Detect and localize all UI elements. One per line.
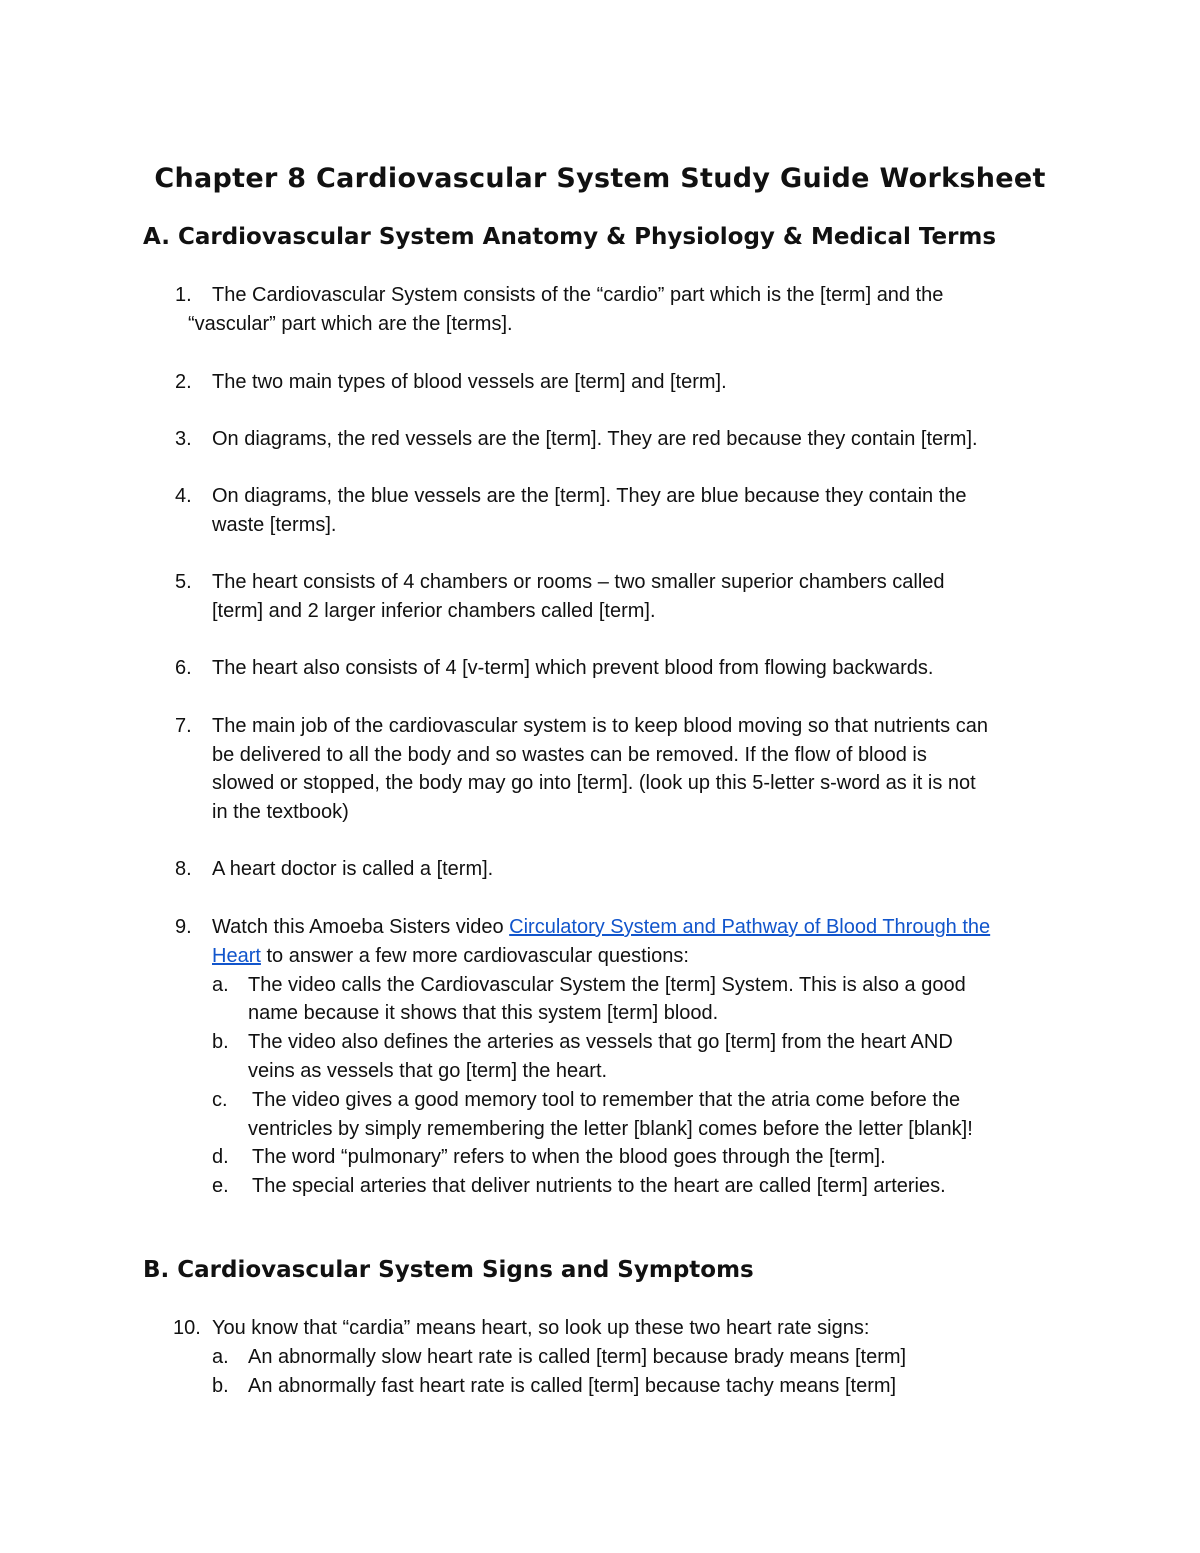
question-text: A heart doctor is called a [term]. (212, 858, 494, 880)
sub-question-letter: e. (212, 1175, 229, 1197)
sub-question-text: The video gives a good memory tool to remember that the atria come before the (252, 1089, 961, 1111)
question-text: [term] and 2 larger inferior chambers called [term]. (212, 600, 656, 622)
question-number: 10. (173, 1317, 201, 1339)
question-text: The heart consists of 4 chambers or rooms – two smaller superior chambers called (212, 571, 945, 593)
question-text: be delivered to all the body and so wastes can be removed. If the flow of blood is (212, 744, 927, 766)
page-title: Chapter 8 Cardiovascular System Study Guide Worksheet (154, 163, 1046, 194)
question-text: The heart also consists of 4 [v-term] which prevent blood from flowing backwards. (212, 657, 934, 679)
question-text (212, 916, 990, 939)
sub-question-text: An abnormally slow heart rate is called [term] because brady means [term] (248, 1346, 907, 1368)
sub-question-letter: b. (212, 1031, 229, 1053)
question-text: The Cardiovascular System consists of the “cardio” part which is the [term] and the (212, 284, 944, 306)
sub-question-letter: a. (212, 1346, 229, 1368)
sub-question-letter: c. (212, 1089, 228, 1111)
question-number: 8. (175, 858, 192, 880)
section-a-heading: A. Cardiovascular System Anatomy & Physiology & Medical Terms (143, 224, 997, 250)
question-number: 9. (175, 916, 192, 938)
sub-question-text: veins as vessels that go [term] the heart. (248, 1060, 608, 1082)
question-text: On diagrams, the blue vessels are the [term]. They are blue because they contain the (212, 485, 967, 507)
sub-question-text: The special arteries that deliver nutrients to the heart are called [term] arteries. (252, 1175, 946, 1197)
sub-question-text: The video calls the Cardiovascular System the [term] System. This is also a good (248, 974, 966, 996)
question-text: The two main types of blood vessels are [term] and [term]. (212, 371, 727, 393)
question-text-prefix: Watch this Amoeba Sisters video (212, 916, 510, 938)
question-text: slowed or stopped, the body may go into [term]. (look up this 5-letter s-word as it is not (212, 772, 976, 794)
sub-question-text: name because it shows that this system [term] blood. (248, 1002, 719, 1024)
sub-question-letter: b. (212, 1375, 229, 1397)
question-text: waste [terms]. (212, 514, 337, 536)
question-text (212, 945, 689, 968)
sub-question-letter: d. (212, 1146, 229, 1168)
question-text: You know that “cardia” means heart, so look up these two heart rate signs: (212, 1317, 870, 1339)
sub-question-letter: a. (212, 974, 229, 996)
question-text: in the textbook) (212, 801, 349, 823)
section-b-heading: B. Cardiovascular System Signs and Symptoms (143, 1257, 754, 1283)
sub-question-text: The video also defines the arteries as vessels that go [term] from the heart AND (248, 1031, 953, 1053)
sub-question-text: An abnormally fast heart rate is called [term] because tachy means [term] (248, 1375, 897, 1397)
question-number: 2. (175, 371, 192, 393)
question-text: The main job of the cardiovascular system is to keep blood moving so that nutrients can (212, 715, 988, 737)
question-number: 6. (175, 657, 192, 679)
sub-question-text: The word “pulmonary” refers to when the blood goes through the [term]. (252, 1146, 886, 1168)
question-text: “vascular” part which are the [terms]. (188, 313, 513, 335)
question-text-suffix: to answer a few more cardiovascular questions: (260, 945, 689, 967)
question-number: 4. (175, 485, 192, 507)
question-number: 1. (175, 284, 192, 306)
question-number: 5. (175, 571, 192, 593)
video-link[interactable]: Circulatory System and Pathway of Blood Through the (509, 916, 991, 938)
question-text: On diagrams, the red vessels are the [term]. They are red because they contain [term]. (212, 428, 978, 450)
video-link-continued[interactable]: Heart (212, 945, 261, 967)
question-number: 3. (175, 428, 192, 450)
sub-question-text: ventricles by simply remembering the letter [blank] comes before the letter [blank]! (248, 1118, 973, 1140)
question-number: 7. (175, 715, 192, 737)
